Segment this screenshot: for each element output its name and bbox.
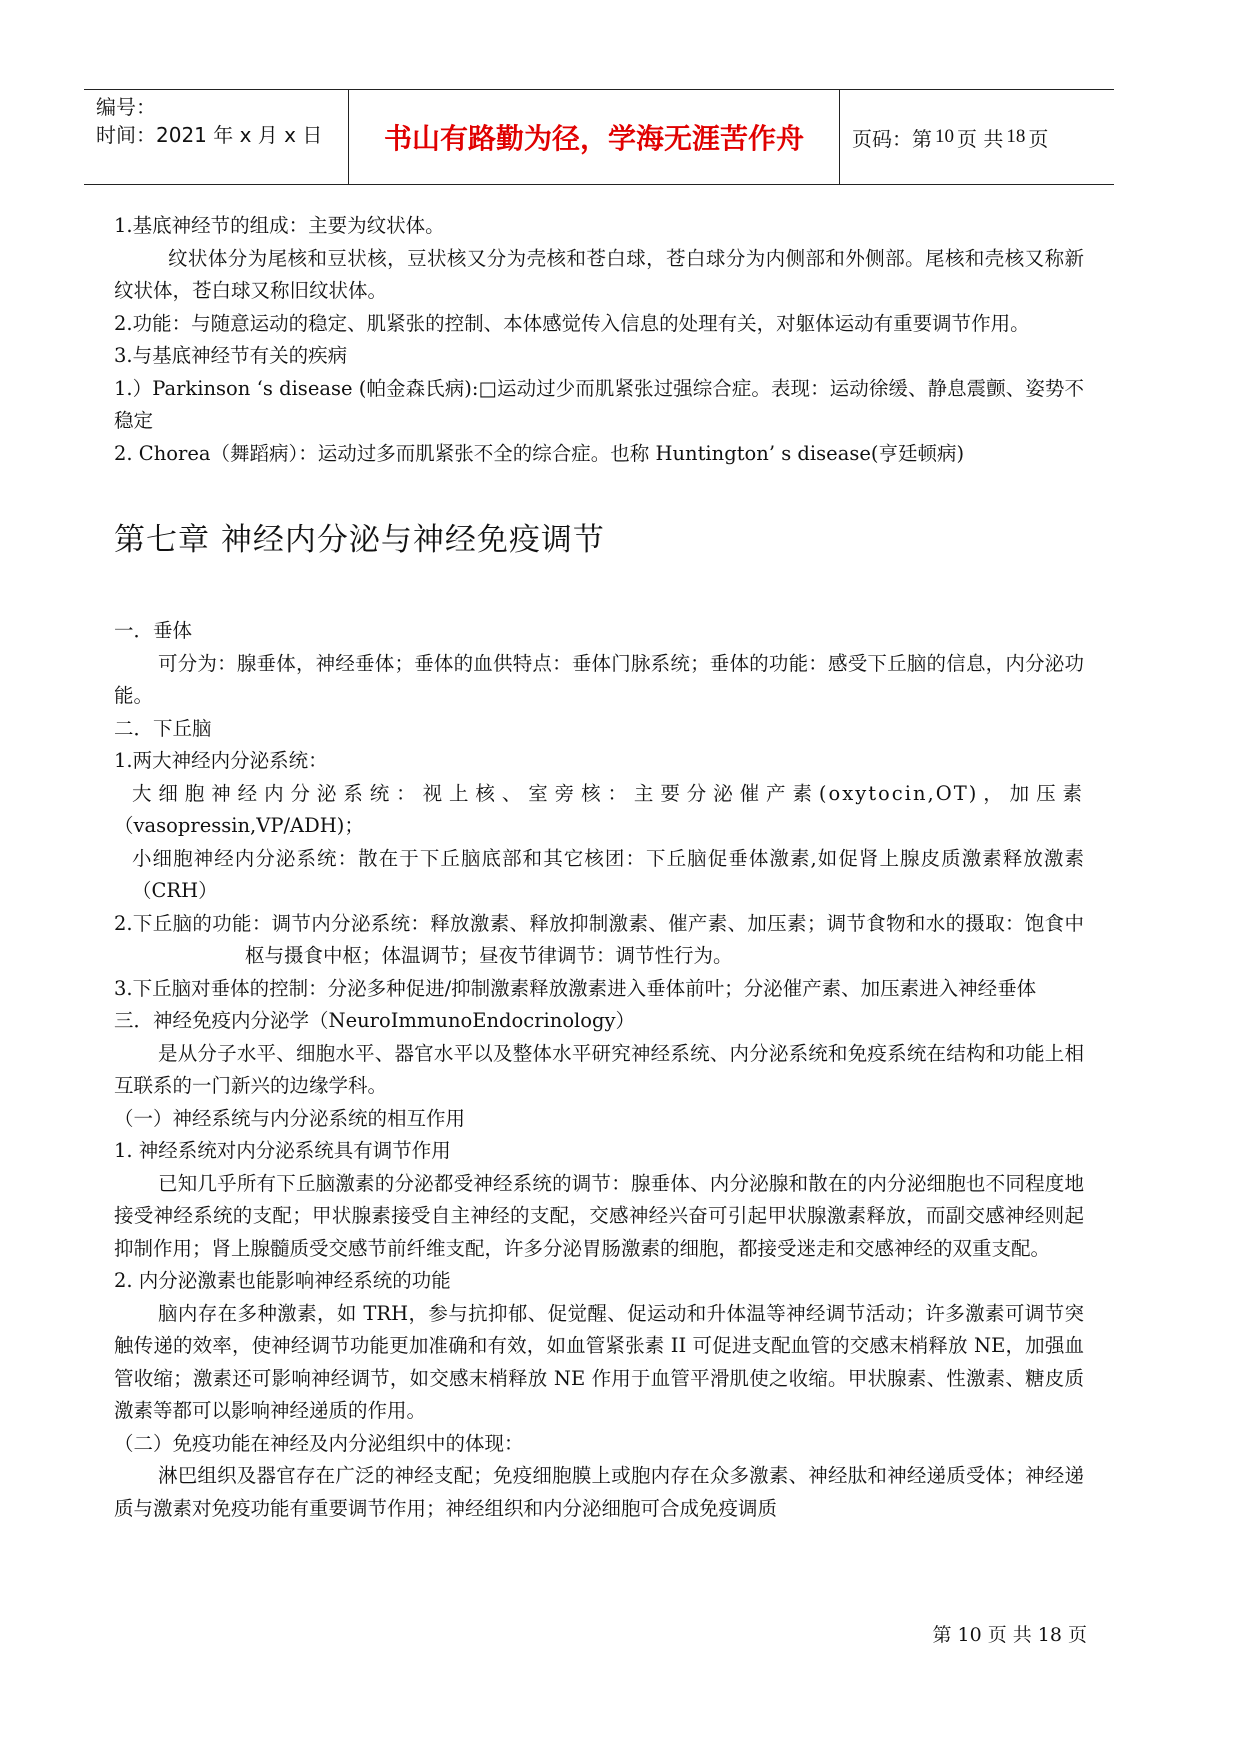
page-header	[84, 89, 1114, 185]
page-suffix: 页	[1028, 126, 1049, 151]
paragraph: 纹状体分为尾核和豆状核，豆状核又分为壳核和苍白球，苍白球分为内侧部和外侧部。尾核和壳核又称新纹状体，苍白球又称旧纹状体。	[114, 246, 1084, 302]
paragraph: （vasopressin,VP/ADH)；	[114, 814, 364, 837]
header-meta	[84, 90, 348, 184]
document-time: 时间：2021 年 x 月 x 日	[96, 123, 323, 147]
paragraph: 是从分子水平、细胞水平、器官水平以及整体水平研究神经系统、内分泌系统和免疫系统在结构和功能上相互联系的一门新兴的边缘学科。	[114, 1041, 1084, 1097]
paragraph: 2. Chorea（舞蹈病）：运动过多而肌紧张不全的综合症。也称 Huntington’ s disease(亨廷顿病)	[114, 441, 965, 465]
subsection-heading: 1. 神经系统对内分泌系统具有调节作用	[114, 1139, 451, 1162]
paragraph: 已知几乎所有下丘脑激素的分泌都受神经系统的调节：腺垂体、内分泌腺和散在的内分泌细胞也不同程度地接受神经系统的支配；甲状腺素接受自主神经的支配，交感神经兴奋可引起甲状腺激素释放，而副交感神经则起抑制作用；肾上腺髓质受交感节前纤维支配，许多分泌胃肠激素的细胞，都接受迷走和交感神经的双重支配。	[114, 1171, 1084, 1260]
page-footer: 第 10 页 共 18 页	[932, 1624, 1087, 1646]
paragraph: 大细胞神经内分泌系统：视上核、室旁核：主要分泌催产素(oxytocin,OT)，加压素	[132, 781, 1084, 805]
page-middle: 页 共	[957, 126, 1004, 151]
paragraph: 3.下丘脑对垂体的控制：分泌多种促进/抑制激素释放激素进入垂体前叶；分泌催产素、加压素进入神经垂体	[114, 976, 1037, 1000]
header-page-number	[840, 90, 1114, 184]
section-heading: 一．垂体	[114, 619, 193, 642]
paragraph: 小细胞神经内分泌系统：散在于下丘脑底部和其它核团：下丘脑促垂体激素,如促肾上腺皮质激素释放激素（CRH）	[132, 846, 1084, 902]
page-current: 10	[935, 126, 954, 147]
section-heading: 二．下丘脑	[114, 716, 212, 740]
paragraph: 1.）Parkinson ‘s disease (帕金森氏病):□运动过少而肌紧张过强综合症。表现：运动徐缓、静息震颤、姿势不稳定	[114, 376, 1084, 432]
paragraph: 可分为：腺垂体，神经垂体；垂体的血供特点：垂体门脉系统；垂体的功能：感受下丘脑的信息，内分泌功能。	[114, 651, 1084, 707]
chapter-title: 第七章 神经内分泌与神经免疫调节	[114, 522, 605, 558]
subsection-heading: （二）免疫功能在神经及内分泌组织中的体现：	[114, 1431, 524, 1455]
paragraph: 2.下丘脑的功能：调节内分泌系统：释放激素、释放抑制激素、催产素、加压素；调节食物和水的摄取：饱食中枢与摄食中枢；体温调节；昼夜节律调节：调节性行为。	[114, 911, 1084, 967]
paragraph: 3.与基底神经节有关的疾病	[114, 344, 348, 367]
paragraph: 2.功能：与随意运动的稳定、肌紧张的控制、本体感觉传入信息的处理有关，对躯体运动有重要调节作用。	[114, 311, 1030, 335]
page-total: 18	[1006, 126, 1026, 147]
page-prefix: 页码：第	[852, 126, 932, 151]
section-heading: 三．神经免疫内分泌学（NeuroImmunoEndocrinology）	[114, 1009, 636, 1032]
subsection-heading: 2. 内分泌激素也能影响神经系统的功能	[114, 1269, 451, 1292]
paragraph: 淋巴组织及器官存在广泛的神经支配；免疫细胞膜上或胞内存在众多激素、神经肽和神经递质受体；神经递质与激素对免疫功能有重要调节作用；神经组织和内分泌细胞可合成免疫调质	[114, 1464, 1084, 1520]
paragraph: 脑内存在多种激素，如 TRH，参与抗抑郁、促觉醒、促运动和升体温等神经调节活动；许多激素可调节突触传递的效率，使神经调节功能更加准确和有效，如血管紧张素 II 可促进支配血管的交感末梢释放 NE，加强血管收缩；激素还可影响神经调节，如交感末梢释放 NE 作用于血管平滑肌使之收缩。甲状腺素、性激素、糖皮质激素等都可以影响神经递质的作用。	[114, 1301, 1084, 1422]
subsection-heading: （一）神经系统与内分泌系统的相互作用	[114, 1106, 466, 1130]
document-number-label: 编号：	[96, 95, 156, 119]
subsection-heading: 1.两大神经内分泌系统：	[114, 749, 328, 772]
document-body	[114, 210, 1084, 1525]
header-motto: 书山有路勤为径，学海无涯苦作舟	[348, 90, 840, 184]
paragraph: 1.基底神经节的组成：主要为纹状体。	[114, 214, 445, 237]
